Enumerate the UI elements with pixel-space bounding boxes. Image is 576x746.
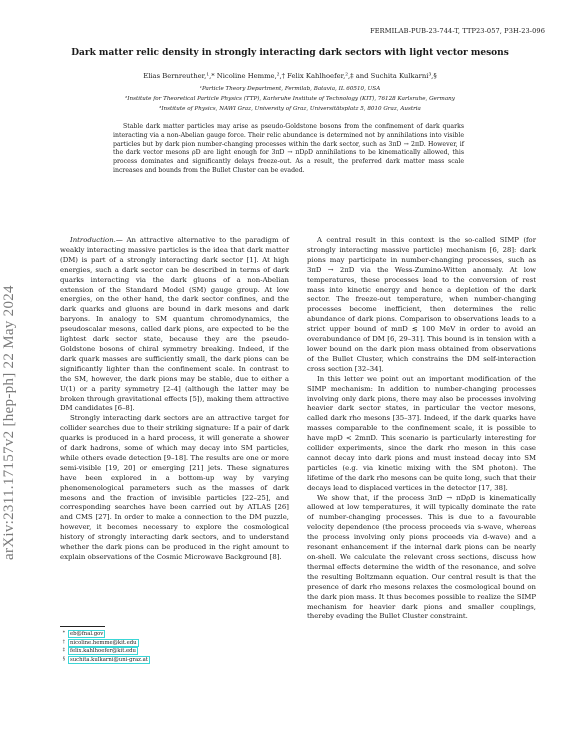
- result-paragraph: We show that, if the process 3πD → πDρD is kinematically allowed at low temperatures, it will typically dominate the rate of number-changing processes. This is due to a favourable velocity dependence (the process proceeds via s-wave, whereas the process involving only pions proceeds via d-wave) and a resonant enhancement if the internal dark pions can be nearly on-shell. We calculate the relevant cross sections, discuss how thermal effects determine the width of the resonance, and solve the resulting Boltzmann equation. Our central result is that the presence of dark rho mesons relaxes the cosmological bound on the dark pion mass. It thus becomes possible to realize the SIMP mechanism for heavier dark pions and smaller couplings, thereby evading the Bullet Cluster constraint.: [307, 493, 536, 621]
- footnote-row: [60, 630, 300, 639]
- footnote-mark: †: [62, 639, 65, 645]
- simp-paragraph: A central result in this context is the so-called SIMP (for strongly interacting massive particle) mechanism [6, 28]: dark pions may participate in number-changing processes, such as 3πD → 2πD via the Wess-Zumino-Witten anomaly. At low temperatures, these processes lead to the conversion of rest mass into kinetic energy and hence a depletion of the dark sector. The freeze-out temperature, when number-changing processes become inefficient, then determines the relic abundance of dark pions. Comparison to observations leads to a strict upper bound of mπD ≲ 100 MeV in order to avoid an overabundance of DM [6, 29–31]. This bound is in tension with a lower bound on the dark pion mass obtained from observations of the Bullet Cluster, which constrains the DM self-interaction cross section [32–34].: [307, 236, 536, 373]
- footnote-divider: [60, 626, 105, 627]
- arxiv-identifier-stamp[interactable]: arXiv:2311.17157v2 [hep-ph] 22 May 2024: [1, 285, 17, 560]
- affiliation-1: ¹Particle Theory Department, Fermilab, Batavia, IL 60510, USA: [199, 86, 381, 92]
- footnote-row: [60, 656, 300, 665]
- abstract: Stable dark matter particles may arise as pseudo-Goldstone bosons from the confinement of dark quarks interacting via a non-Abelian gauge force. Their relic abundance is determined not by annihilations into visible particles but by dark pion number-changing processes within the dark sector, such as 3πD → 2πD. However, if the dark vector mesons ρD are light enough for 3πD → πDρD annihilations to be kinematically allowed, this process dominates and significantly delays freeze-out. As a result, the preferred dark matter mass scale increases and bounds from the Bullet Cluster can be evaded.: [113, 123, 464, 174]
- footnote-mark: §: [62, 656, 65, 662]
- author-list: Elias Bernreuther,¹,* Nicoline Hemme,²,† Felix Kahlhoefer,²,‡ and Suchita Kulkarni³,§: [143, 72, 437, 80]
- right-column: [307, 236, 536, 622]
- email-link[interactable]: felix.kahlhoefer@kit.edu: [70, 648, 136, 655]
- footnote-mark: ‡: [62, 648, 65, 654]
- section-runin-heading: Introduction.—: [70, 236, 123, 244]
- report-number: FERMILAB-PUB-23-744-T, TTP23-057, P3H-23-096: [370, 27, 545, 35]
- footnotes: [60, 630, 300, 664]
- modification-paragraph: In this letter we point out an important modification of the SIMP mechanism: In addition to number-changing processes involving only dark pions, there may also be processes involving heavier dark sector states, in particular the vector mesons, called dark rho mesons [35–37]. Indeed, if the dark quarks have masses comparable to the confinement scale, it is possible to have mρD < 2mπD. This scenario is particularly interesting for collider experiments, since the dark rho meson in this case cannot decay into dark pions and must instead decay into SM particles (e.g. via kinetic mixing with the SM photon). The lifetime of the dark rho mesons can be quite long, such that their decays lead to displaced vertices in the detector [17, 38].: [307, 374, 536, 492]
- email-link[interactable]: suchita.kulkarni@uni-graz.at: [70, 657, 148, 664]
- intro-paragraph-1: [60, 236, 289, 414]
- affiliation-2: ²Institute for Theoretical Particle Physics (TTP), Karlsruhe Institute of Technology (KIT), 76128 Karlsruhe, Germany: [125, 96, 455, 102]
- left-column: [60, 236, 289, 563]
- footnote-row: [60, 647, 300, 656]
- email-link[interactable]: eb@fnal.gov: [70, 631, 104, 638]
- paper-title: Dark matter relic density in strongly interacting dark sectors with light vector mesons: [71, 48, 509, 58]
- intro-paragraph-2: Strongly interacting dark sectors are an attractive target for collider searches due to their striking signature: If a pair of dark quarks is produced in a hard process, it will generate a shower of dark hadrons, some of which may decay into SM particles, while others evade detection [9–18]. The results are one or more semi-visible [19, 20] or emerging [21] jets. These signatures have been explored in a bottom-up way by varying phenomenological parameters such as the masses of dark mesons and the fraction of invisible particles [22–25], and corresponding searches have been carried out by ATLAS [26] and CMS [27]. In order to make a connection to the DM puzzle, however, it becomes necessary to explore the cosmological history of strongly interacting dark sectors, and to understand whether the dark pions can be produced in the right amount to explain observations of the Cosmic Microwave Background [8].: [60, 414, 289, 561]
- footnote-row: [60, 639, 300, 648]
- intro-paragraph-1-text: An attractive alternative to the paradigm of weakly interacting massive particles is the idea that dark matter (DM) is part of a strongly interacting dark sector [1]. At high energies, such a dark sector can be described in terms of dark quarks interacting via the dark gluons of a non-Abelian extension of the Standard Model (SM) gauge group. At low energies, on the other hand, the dark sector confines, and the dark quarks and gluons are bound in dark mesons and dark baryons. In analogy to SM quantum chromodynamics, the pseudoscalar mesons, called dark pions, are expected to be the lightest dark sector state, because they are the pseudo-Goldstone bosons of chiral symmetry breaking. Indeed, if the dark quark masses are sufficiently small, the dark pions can be significantly lighter than the confinement scale. In contrast to the SM, however, the dark pions may be stable, due to either a U(1) or a parity symmetry [2–4] (although the latter may be broken through gravitational effects [5]), making them attractive DM candidates [6–8].: [60, 236, 289, 413]
- footnote-mark: *: [62, 631, 65, 636]
- email-link[interactable]: nicoline.hemme@kit.edu: [70, 639, 137, 646]
- affiliation-3: ³Institute of Physics, NAWI Graz, University of Graz, Universitätsplatz 5, 8010 Graz, Austria: [159, 106, 421, 112]
